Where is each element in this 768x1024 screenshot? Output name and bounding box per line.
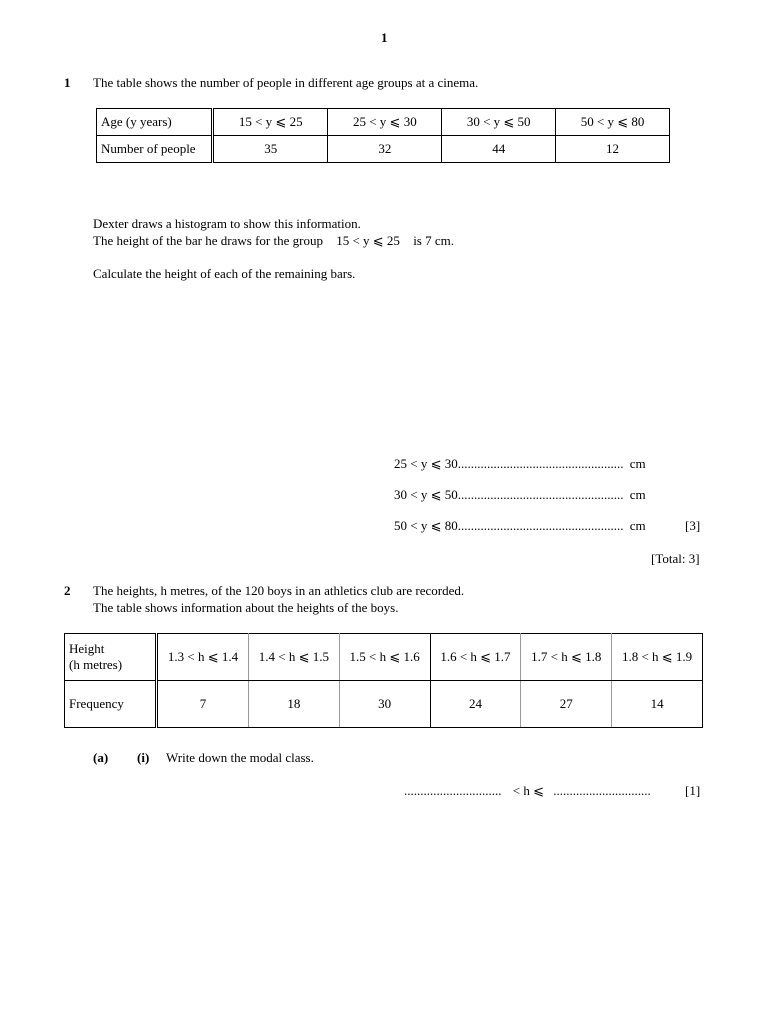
q2-number: 2 bbox=[64, 583, 71, 598]
q2-question-text: Write down the modal class. bbox=[166, 750, 314, 765]
age-group-cell: 30 < y ⩽ 50 bbox=[442, 109, 556, 136]
q1-total: [Total: 3] bbox=[651, 551, 700, 566]
height-label-line2: (h metres) bbox=[69, 657, 123, 672]
height-class-cell: 1.8 < h ⩽ 1.9 bbox=[612, 634, 703, 681]
height-class-cell: 1.4 < h ⩽ 1.5 bbox=[248, 634, 339, 681]
answer-dots[interactable]: ................................................... bbox=[457, 456, 624, 471]
answer-line-25-30 bbox=[394, 456, 646, 472]
age-row bbox=[97, 109, 670, 136]
frequency-cell: 7 bbox=[157, 681, 249, 728]
modal-answer-dots-left[interactable]: .............................. bbox=[404, 783, 502, 798]
people-row bbox=[97, 136, 670, 163]
frequency-row bbox=[65, 681, 703, 728]
modal-class-answer bbox=[404, 783, 651, 799]
q1-intro: The table shows the number of people in different age groups at a cinema. bbox=[93, 75, 479, 90]
answer-label: 25 < y ⩽ 30 bbox=[394, 456, 458, 471]
q1-line2 bbox=[93, 233, 454, 249]
answer-label: 50 < y ⩽ 80 bbox=[394, 518, 458, 533]
frequency-row-label: Frequency bbox=[65, 681, 157, 728]
answer-unit: cm bbox=[629, 487, 646, 502]
frequency-cell: 30 bbox=[339, 681, 430, 728]
answer-unit: cm bbox=[629, 518, 646, 533]
answer-label: 30 < y ⩽ 50 bbox=[394, 487, 458, 502]
height-class-cell: 1.5 < h ⩽ 1.6 bbox=[339, 634, 430, 681]
age-row-label: Age (y years) bbox=[97, 109, 213, 136]
frequency-cell: 27 bbox=[521, 681, 612, 728]
frequency-cell: 14 bbox=[612, 681, 703, 728]
height-class-cell: 1.3 < h ⩽ 1.4 bbox=[157, 634, 249, 681]
answer-dots[interactable]: ................................................... bbox=[457, 487, 624, 502]
people-cell: 44 bbox=[442, 136, 556, 163]
height-table bbox=[64, 633, 703, 728]
q1-instruction: Calculate the height of each of the remaining bars. bbox=[93, 266, 356, 281]
age-group-cell: 15 < y ⩽ 25 bbox=[213, 109, 328, 136]
q2-part-i: (i) bbox=[137, 750, 150, 765]
frequency-cell: 18 bbox=[248, 681, 339, 728]
answer-line-30-50 bbox=[394, 487, 646, 503]
age-group-cell: 25 < y ⩽ 30 bbox=[328, 109, 442, 136]
modal-answer-middle: < h ⩽ bbox=[512, 783, 544, 798]
q1-line1: Dexter draws a histogram to show this information. bbox=[93, 216, 361, 231]
q1-number: 1 bbox=[64, 75, 71, 90]
height-class-cell: 1.7 < h ⩽ 1.8 bbox=[521, 634, 612, 681]
height-label-line1: Height bbox=[69, 641, 105, 656]
q1-line2-post: is 7 cm. bbox=[413, 233, 454, 248]
q2-intro1: The heights, h metres, of the 120 boys in an athletics club are recorded. bbox=[93, 583, 465, 598]
answer-dots[interactable]: ................................................... bbox=[457, 518, 624, 533]
q2-part-a: (a) bbox=[93, 750, 109, 765]
age-group-cell: 50 < y ⩽ 80 bbox=[556, 109, 670, 136]
q2-intro2: The table shows information about the heights of the boys. bbox=[93, 600, 399, 615]
height-row bbox=[65, 634, 703, 681]
people-cell: 32 bbox=[328, 136, 442, 163]
height-class-cell: 1.6 < h ⩽ 1.7 bbox=[430, 634, 521, 681]
page-number: 1 bbox=[381, 30, 388, 45]
q1-line2-pre: The height of the bar he draws for the group bbox=[93, 233, 323, 248]
q2-marks: [1] bbox=[685, 783, 701, 798]
frequency-cell: 24 bbox=[430, 681, 521, 728]
modal-answer-dots-right[interactable]: .............................. bbox=[553, 783, 651, 798]
q1-marks: [3] bbox=[685, 518, 701, 533]
q1-line2-group: 15 < y ⩽ 25 bbox=[336, 233, 400, 248]
age-table bbox=[96, 108, 670, 163]
answer-unit: cm bbox=[629, 456, 646, 471]
people-cell: 12 bbox=[556, 136, 670, 163]
people-cell: 35 bbox=[213, 136, 328, 163]
answer-line-50-80 bbox=[394, 518, 646, 534]
people-row-label: Number of people bbox=[97, 136, 213, 163]
height-row-label bbox=[65, 634, 157, 681]
